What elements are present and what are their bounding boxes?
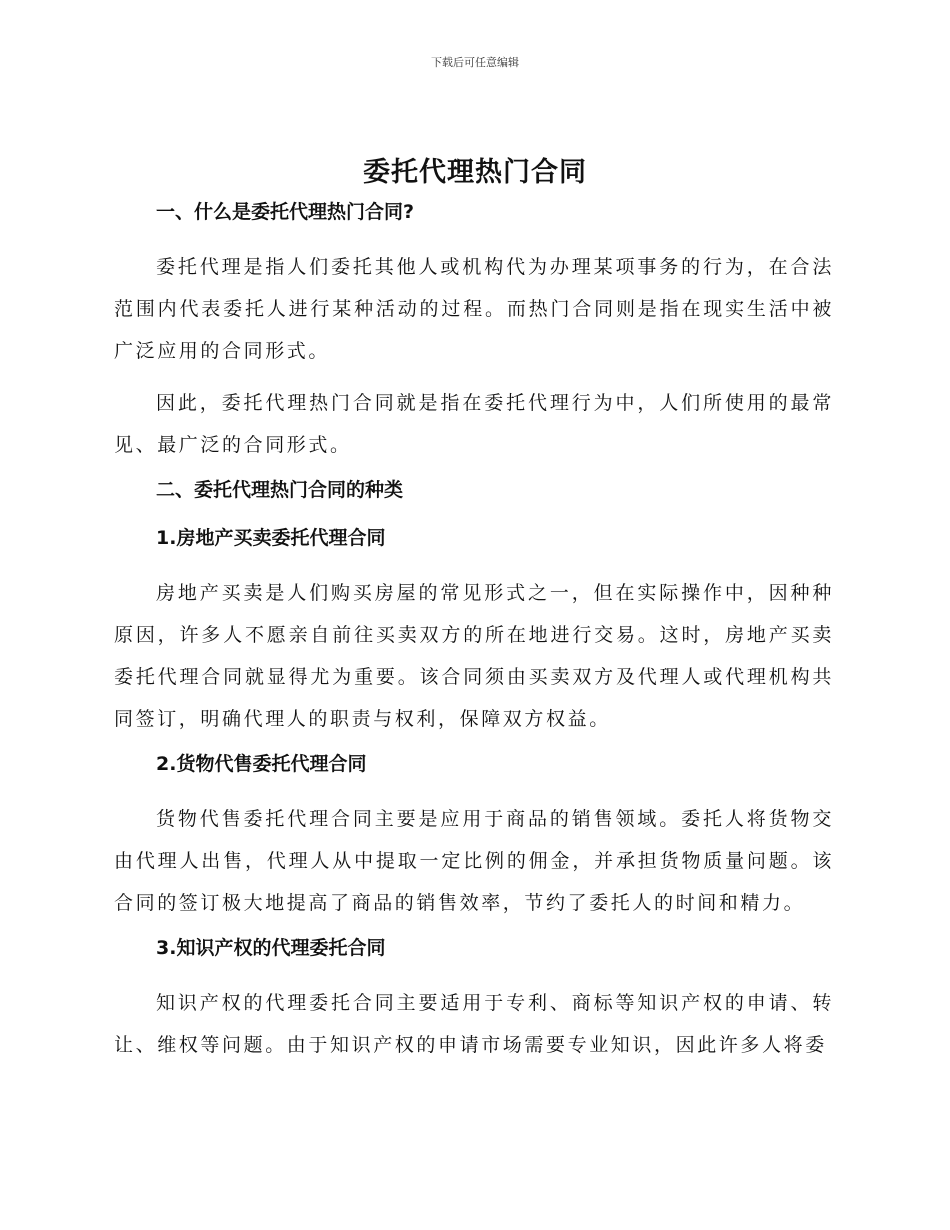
header-note: 下载后可任意编辑 xyxy=(431,56,519,69)
subsection-heading-goods-sales: 2.货物代售委托代理合同 xyxy=(156,753,367,775)
subsection-heading-real-estate: 1.房地产买卖委托代理合同 xyxy=(156,527,386,549)
document-body xyxy=(114,198,834,1066)
paragraph-conclusion: 因此，委托代理热门合同就是指在委托代理行为中，人们所使用的最常见、最广泛的合同形式。 xyxy=(114,392,834,456)
subsection-heading-intellectual-property: 3.知识产权的代理委托合同 xyxy=(156,937,386,959)
paragraph-real-estate: 房地产买卖是人们购买房屋的常见形式之一，但在实际操作中，因种种原因，许多人不愿亲自前往买卖双方的所在地进行交易。这时，房地产买卖委托代理合同就显得尤为重要。该合同须由买卖双方及代理人或代理机构共同签订，明确代理人的职责与权利，保障双方权益。 xyxy=(114,582,834,730)
section-heading-1: 一、什么是委托代理热门合同? xyxy=(156,201,415,223)
section-heading-2: 二、委托代理热门合同的种类 xyxy=(156,479,404,501)
paragraph-goods-sales: 货物代售委托代理合同主要是应用于商品的销售领域。委托人将货物交由代理人出售，代理人从中提取一定比例的佣金，并承担货物质量问题。该合同的签订极大地提高了商品的销售效率，节约了委托人的时间和精力。 xyxy=(114,808,834,914)
document-title: 委托代理热门合同 xyxy=(363,157,587,188)
paragraph-intellectual-property: 知识产权的代理委托合同主要适用于专利、商标等知识产权的申请、转让、维权等问题。由于知识产权的申请市场需要专业知识，因此许多人将委 xyxy=(114,992,834,1056)
paragraph-definition: 委托代理是指人们委托其他人或机构代为办理某项事务的行为，在合法范围内代表委托人进行某种活动的过程。而热门合同则是指在现实生活中被广泛应用的合同形式。 xyxy=(114,256,834,362)
